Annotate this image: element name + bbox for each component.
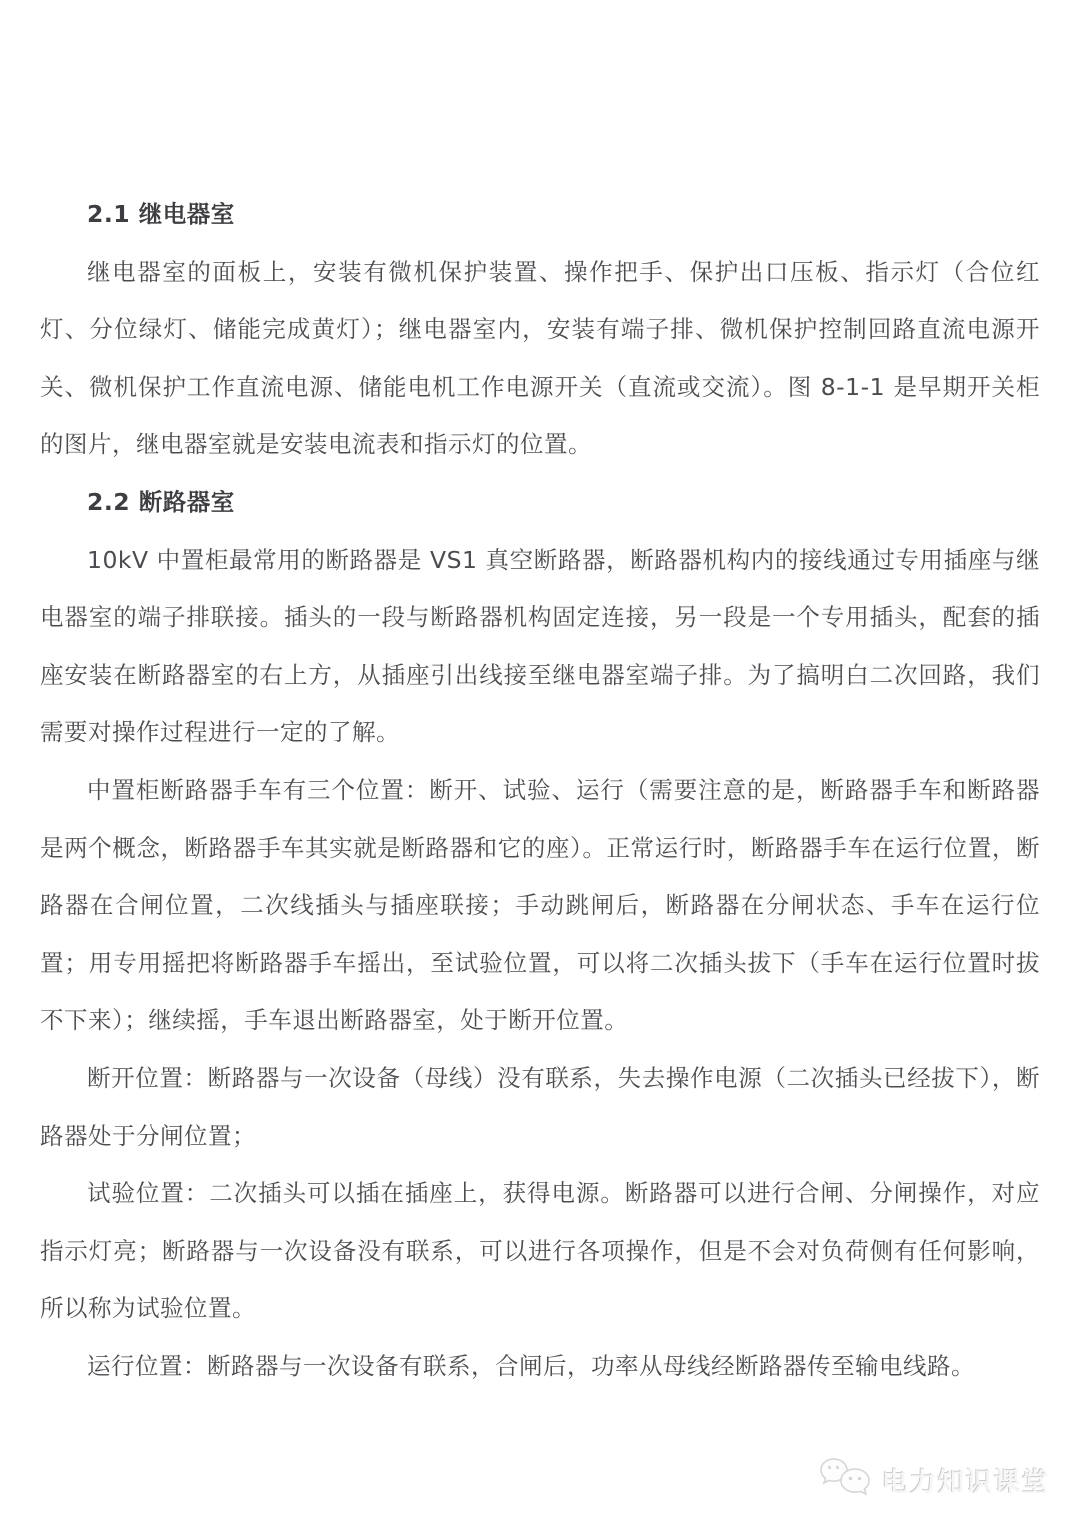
wechat-bubbles-icon bbox=[818, 1455, 874, 1505]
paragraph-open-position: 断开位置：断路器与一次设备（母线）没有联系，失去操作电源（二次插头已经拔下），断路器处于分闸位置； bbox=[40, 1063, 1040, 1150]
section-heading-2-2: 2.2 断路器室 bbox=[87, 487, 235, 516]
paragraph-relay-room: 继电器室的面板上，安装有微机保护装置、操作把手、保护出口压板、指示灯（合位红灯、分位绿灯、储能完成黄灯）；继电器室内，安装有端子排、微机保护控制回路直流电源开关、微机保护工作直流电源、储能电机工作电源开关（直流或交流）。图 8-1-1 是早期开关柜的图片，继电器室就是安装电流表和指示灯的位置。 bbox=[40, 257, 1040, 459]
watermark-label: 电力知识课堂 bbox=[881, 1467, 1050, 1498]
paragraph-test-position: 试验位置：二次插头可以插在插座上，获得电源。断路器可以进行合闸、分闸操作，对应指示灯亮；断路器与一次设备没有联系，可以进行各项操作，但是不会对负荷侧有任何影响，所以称为试验位置。 bbox=[40, 1179, 1040, 1323]
paragraph-truck-positions: 中置柜断路器手车有三个位置：断开、试验、运行（需要注意的是，断路器手车和断路器是两个概念，断路器手车其实就是断路器和它的座）。正常运行时，断路器手车在运行位置，断路器在合闸位置，二次线插头与插座联接；手动跳闸后，断路器在分闸状态、手车在运行位置；用专用摇把将断路器手车摇出，至试验位置，可以将二次插头拔下（手车在运行位置时拔不下来）；继续摇，手车退出断路器室，处于断开位置。 bbox=[40, 775, 1040, 1035]
paragraph-run-position: 运行位置：断路器与一次设备有联系，合闸后，功率从母线经断路器传至输电线路。 bbox=[87, 1351, 975, 1380]
section-heading-2-1: 2.1 继电器室 bbox=[87, 200, 235, 228]
publisher-watermark bbox=[818, 1455, 1050, 1505]
paragraph-breaker-room: 10kV 中置柜最常用的断路器是 VS1 真空断路器，断路器机构内的接线通过专用插座与继电器室的端子排联接。插头的一段与断路器机构固定连接，另一段是一个专用插头，配套的插座安装在断路器室的右上方，从插座引出线接至继电器室端子排。为了搞明白二次回路，我们需要对操作过程进行一定的了解。 bbox=[40, 545, 1040, 747]
